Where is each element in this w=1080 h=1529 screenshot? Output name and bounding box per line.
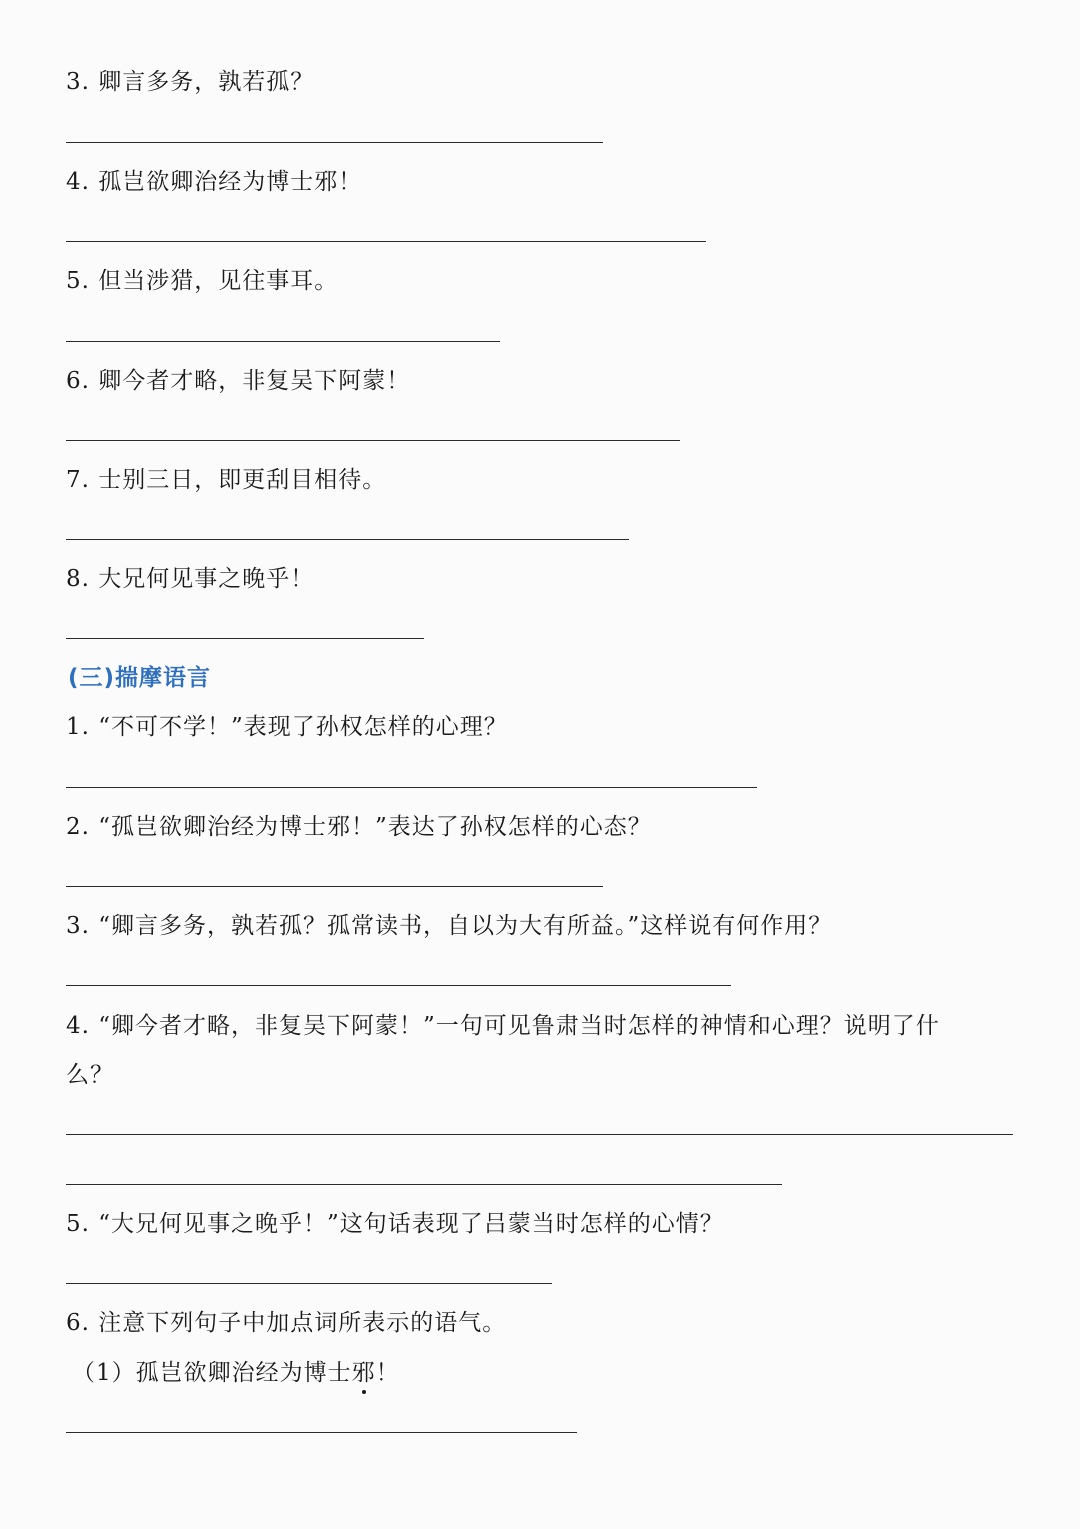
- question-5: 5. “大兄何见事之晚乎！”这句话表现了吕蒙当时怎样的心情？: [66, 1211, 724, 1237]
- question-4-continuation: 么？: [66, 1062, 114, 1088]
- answer-line[interactable]: [66, 638, 424, 639]
- section-heading: (三)揣摩语言: [68, 665, 212, 691]
- answer-line[interactable]: [66, 341, 500, 342]
- answer-line[interactable]: [66, 241, 706, 242]
- question-4: 4. “卿今者才略，非复吴下阿蒙！”一句可见鲁肃当时怎样的神情和心理？说明了什: [66, 1013, 940, 1039]
- translation-item-4: 4. 孤岂欲卿治经为博士邪！: [66, 169, 363, 195]
- emphasis-dot-icon: [362, 1390, 366, 1394]
- answer-line[interactable]: [66, 985, 731, 986]
- sub-item-1-text: （1）孤岂欲卿治经为博士: [72, 1360, 352, 1386]
- question-6: 6. 注意下列句子中加点词所表示的语气。: [66, 1310, 507, 1336]
- question-3: 3. “卿言多务，孰若孤？孤常读书，自以为大有所益。”这样说有何作用？: [66, 913, 833, 939]
- answer-line[interactable]: [66, 1432, 577, 1433]
- translation-item-7: 7. 士别三日，即更刮目相待。: [66, 467, 387, 493]
- translation-item-6: 6. 卿今者才略，非复吴下阿蒙！: [66, 368, 411, 394]
- emphasized-word: 邪: [352, 1358, 376, 1388]
- translation-item-3: 3. 卿言多务，孰若孤？: [66, 69, 315, 95]
- answer-line[interactable]: [66, 1134, 1013, 1135]
- answer-line[interactable]: [66, 440, 680, 441]
- question-1: 1. “不可不学！”表现了孙权怎样的心理？: [66, 714, 508, 740]
- answer-line[interactable]: [66, 539, 629, 540]
- answer-line[interactable]: [66, 142, 603, 143]
- translation-item-8: 8. 大兄何见事之晚乎！: [66, 566, 315, 592]
- answer-line[interactable]: [66, 1184, 782, 1185]
- question-2: 2. “孤岂欲卿治经为博士邪！”表达了孙权怎样的心态？: [66, 814, 652, 840]
- sub-item-1-end: ！: [375, 1360, 400, 1386]
- answer-line[interactable]: [66, 787, 757, 788]
- translation-item-5: 5. 但当涉猎，见往事耳。: [66, 268, 339, 294]
- sub-item-1: [72, 1358, 400, 1388]
- answer-line[interactable]: [66, 886, 603, 887]
- answer-line[interactable]: [66, 1283, 552, 1284]
